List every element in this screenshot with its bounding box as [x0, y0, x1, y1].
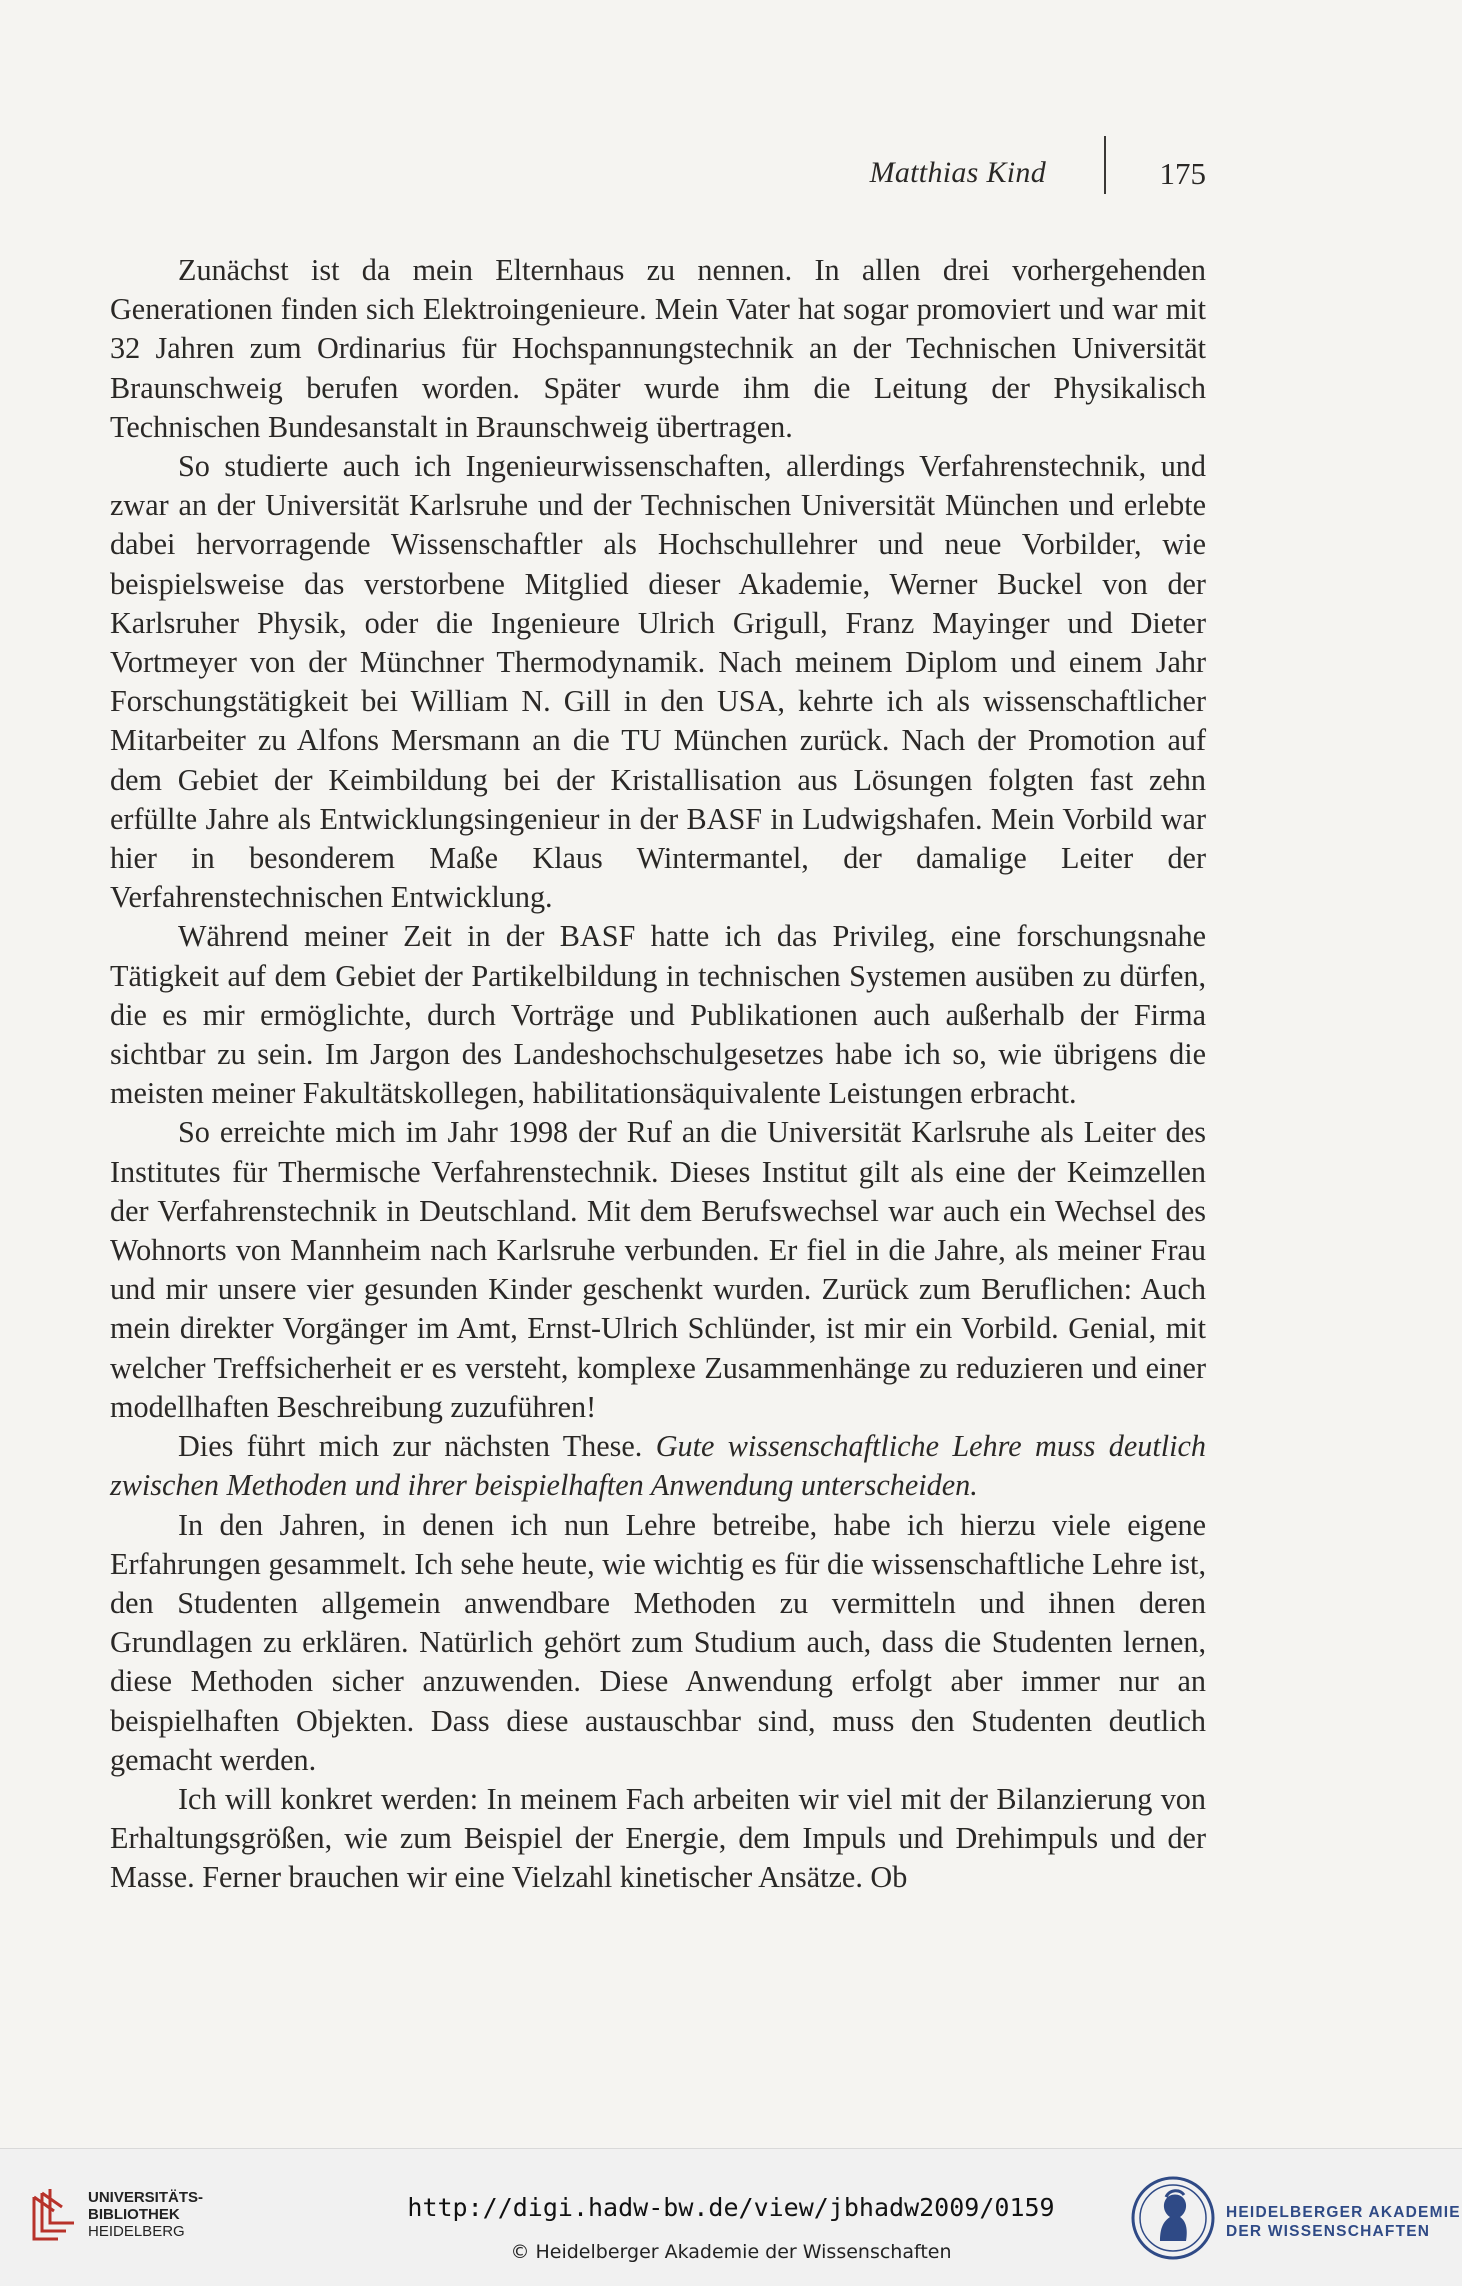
permalink-url[interactable]: http://digi.hadw-bw.de/view/jbhadw2009/0159 [407, 2193, 1055, 2222]
thesis-statement: Gute wissenschaftliche Lehre muss deutlich zwischen Methoden und ihrer beispielhaften Anwendung unterscheiden. [110, 1429, 1206, 1503]
academy-name [1226, 2203, 1461, 2241]
body-text [110, 251, 1206, 1898]
library-name-line: HEIDELBERG [88, 2223, 185, 2240]
header-divider [1104, 136, 1106, 194]
academy-name-line: HEIDELBERGER AKADEMIE [1226, 2204, 1461, 2221]
paragraph: Zunächst ist da mein Elternhaus zu nennen. In allen drei vorhergehenden Generationen finden sich Elektroingenieure. Mein Vater hat sogar promoviert und war mit 32 Jahren zum Ordinarius für Hochspannungstechnik an der Technischen Universität Braunschweig berufen worden. Später wurde ihm die Leitung der Physikalisch Technischen Bundesanstalt in Braunschweig übertragen. [110, 253, 1206, 444]
paragraph: So erreichte mich im Jahr 1998 der Ruf an die Universität Karlsruhe als Leiter des Institutes für Thermische Verfahrenstechnik. Dieses Institut gilt als eine der Keimzellen der Verfahrenstechnik in Deutschland. Mit dem Berufswechsel war auch ein Wechsel des Wohnorts von Mannheim nach Karlsruhe verbunden. Er fiel in die Jahre, als meiner Frau und mir unsere vier gesunden Kinder geschenkt wurden. Zurück zum Beruflichen: Auch mein direkter Vorgänger im Amt, Ernst-Ulrich Schlünder, ist mir ein Vorbild. Genial, mit welcher Treffsicherheit er es versteht, komplexe Zusammenhänge zu reduzieren und einer modellhaften Beschreibung zuzuführen! [110, 1115, 1206, 1424]
copyright-notice: © Heidelberger Akademie der Wissenschaften [510, 2241, 952, 2263]
library-name-line: UNIVERSITÄTS- [88, 2189, 204, 2206]
academy-name-line: DER WISSENSCHAFTEN [1226, 2223, 1431, 2240]
viewer-footer [0, 2148, 1462, 2286]
thesis-paragraph [110, 1427, 1206, 1505]
paragraph: So studierte auch ich Ingenieurwissenschaften, allerdings Verfahrenstechnik, und zwar an der Universität Karlsruhe und der Technischen Universität München und erlebte dabei hervorragende Wissenschaftler als Hochschullehrer und neue Vorbilder, wie beispielsweise das verstorbene Mitglied dieser Akademie, Werner Buckel von der Karlsruher Physik, oder die Ingenieure Ulrich Grigull, Franz Mayinger und Dieter Vortmeyer von der Münchner Thermodynamik. Nach meinem Diplom und einem Jahr Forschungstätigkeit bei William N. Gill in den USA, kehrte ich als wissenschaftlicher Mitarbeiter zu Alfons Mersmann an die TU München zurück. Nach der Promotion auf dem Gebiet der Keimbildung bei der Kristallisation aus Lösungen folgten fast zehn erfüllte Jahre als Entwicklungsingenieur in der BASF in Ludwigshafen. Mein Vorbild war hier in besonderem Maße Klaus Wintermantel, der damalige Leiter der Verfahrenstechnischen Entwicklung. [110, 449, 1206, 915]
library-name-line: BIBLIOTHEK [88, 2206, 180, 2223]
running-header [110, 150, 1206, 198]
paragraph: Ich will konkret werden: In meinem Fach arbeiten wir viel mit der Bilanzierung von Erhaltungsgrößen, wie zum Beispiel der Energie, dem Impuls und Drehimpuls und der Masse. Ferner brauchen wir eine Vielzahl kinetischer Ansätze. Ob [110, 1781, 1206, 1895]
running-header-author: Matthias Kind [869, 156, 1046, 189]
paragraph: In den Jahren, in denen ich nun Lehre betreibe, habe ich hierzu viele eigene Erfahrungen gesammelt. Ich sehe heute, wie wichtig es für die wissenschaftliche Lehre ist, den Studenten allgemein anwendbare Methoden zu vermitteln und ihnen deren Grundlagen zu erklären. Natürlich gehört zum Studium auch, dass die Studenten lernen, diese Methoden sicher anzuwenden. Diese Anwendung erfolgt aber immer nur an beispielhaften Objekten. Dass diese austauschbar sind, muss den Studenten deutlich gemacht werden. [110, 1507, 1206, 1777]
paragraph: Während meiner Zeit in der BASF hatte ich das Privileg, eine forschungsnahe Tätigkeit auf dem Gebiet der Partikelbildung in technischen Systemen ausüben zu dürfen, die es mir ermöglichte, durch Vorträge und Publikationen auch außerhalb der Firma sichtbar zu sein. Im Jargon des Landeshochschulgesetzes habe ich so, wie übrigens die meisten meiner Fakultätskollegen, habilitationsäquivalente Leistungen erbracht. [110, 919, 1206, 1111]
thesis-lead: Dies führt mich zur nächsten These. [178, 1429, 656, 1464]
page-number: 175 [1159, 156, 1206, 191]
academy-seal-icon [1130, 2175, 1216, 2261]
